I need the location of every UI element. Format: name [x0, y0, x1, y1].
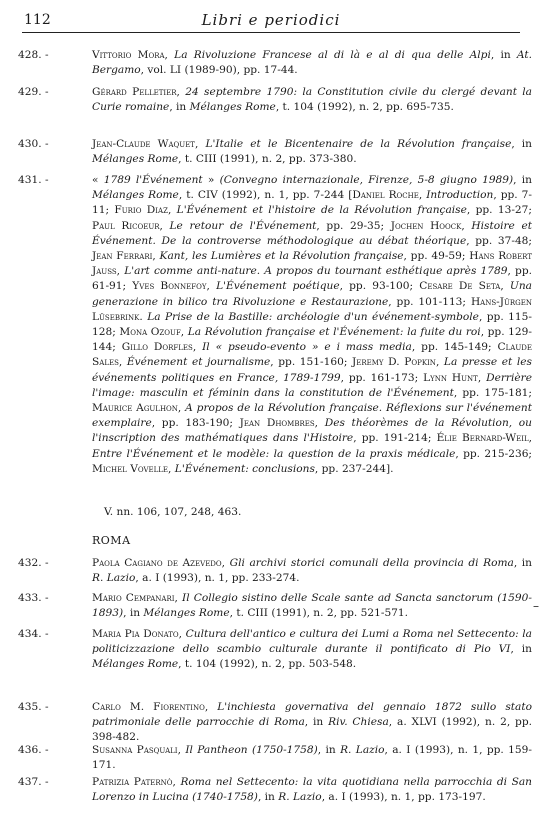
entry-number: 428. -	[18, 49, 49, 61]
entry-text: ,	[172, 776, 181, 788]
italic-title: L'Événement poétique	[216, 280, 340, 293]
author-name: Patrizia Paternò	[92, 776, 173, 788]
italic-title: L'art comme anti-nature. A propos du tournant esthétique après 1789	[124, 265, 508, 278]
entry-number: 432. -	[18, 557, 49, 569]
italic-title: Una generazione in bilico tra Rivoluzione e Restaurazione	[92, 280, 532, 308]
italic-title: Introduction	[426, 189, 494, 202]
italic-title: Il Pantheon (1750-1758)	[185, 744, 318, 756]
italic-title: Mélanges Rome	[92, 189, 179, 202]
entry-text: , pp. 183-190;	[151, 417, 240, 430]
bibliography-entry	[18, 700, 532, 746]
entry-number: 430. -	[18, 138, 49, 150]
italic-title: Mélanges Rome	[92, 153, 179, 166]
entry-text: , in	[304, 716, 329, 729]
author-name: Maria Pia Donato	[92, 628, 179, 640]
author-name: Mona Ozouf	[119, 326, 181, 339]
entry-text: ,	[477, 371, 487, 384]
italic-title: Riv. Chiesa	[328, 716, 389, 729]
entry-text: ,	[180, 326, 188, 339]
italic-title: L'Événement: conclusions	[174, 462, 315, 475]
entry-text: ,	[221, 557, 230, 569]
italic-title: La Rivoluzione Francese al di là e al di qua delle Alpi	[174, 49, 491, 61]
entry-text: ,	[314, 417, 325, 430]
entry-text: , a. I (1993), n. 1, pp. 233-274.	[135, 572, 300, 585]
author-name: Jeremy D. Popkin	[352, 356, 436, 369]
italic-title: La presse et les événements politiques en France, 1789-1799	[92, 356, 532, 384]
entry-text: ,	[500, 280, 510, 293]
entry-text: ,	[176, 86, 186, 98]
entry-number: 429. -	[18, 86, 49, 98]
italic-title: Entre l'Événement et le modèle: la question de la praxis médicale	[92, 447, 456, 460]
entry-text: , t. 104 (1992), n. 2, pp. 695-735.	[275, 101, 454, 114]
running-title: Libri e periodici	[201, 11, 341, 29]
entry-text: ,	[206, 280, 217, 293]
italic-title: (Convegno internazionale, Firenze, 5-8 giugno 1989)	[219, 174, 514, 186]
entry-text: ,	[116, 265, 125, 278]
italic-title: Cultura dell'antico e cultura dei Lumi a Roma nel Settecento: la politicizzazione dello scambio culturale durante il pontificato di Pio VI	[92, 628, 532, 656]
margin-mark: –	[533, 599, 539, 613]
entry-text: , t. CIII (1991), n. 2, pp. 373-380.	[178, 153, 357, 166]
entry-text: ,	[418, 189, 427, 202]
bibliography-entry	[18, 775, 532, 805]
italic-title: Kant, les Lumières et la Révolution française	[159, 250, 404, 263]
italic-title: L'inchiesta governativa del gennaio 1872 sullo stato patrimoniale delle parrocchie di Roma	[92, 701, 532, 729]
entry-text: , in	[317, 744, 341, 756]
italic-title: 1789 l'Événement	[103, 174, 203, 186]
entry-text: .	[139, 310, 148, 323]
bibliography-entry	[18, 591, 532, 621]
page-number: 112	[24, 12, 51, 28]
entry-text: ,	[159, 219, 170, 232]
entry-text: , pp. 115-128;	[92, 310, 532, 339]
author-name: Jean-Claude Waquet	[92, 138, 195, 150]
entry-text: ,	[118, 356, 127, 369]
author-name: Lynn Hunt	[423, 371, 478, 384]
entry-text: , pp. 215-236;	[455, 447, 532, 460]
author-name: Mario Cempanari	[92, 592, 175, 604]
entry-text: ,	[528, 432, 532, 445]
italic-title: Événement et journalisme	[126, 356, 271, 369]
see-also-note: V. nn. 106, 107, 248, 463.	[104, 506, 242, 518]
bibliography-entry	[18, 743, 532, 773]
author-name: Hans Robert Jauss	[92, 250, 532, 278]
bibliography-entry	[18, 173, 532, 477]
italic-title: A propos de la Révolution française. Réflexions sur l'événement exemplaire	[92, 402, 532, 430]
entry-text: , in	[511, 138, 532, 150]
entry-text: ,	[167, 204, 177, 217]
entry-text: ,	[204, 701, 218, 713]
entry-text: ,	[177, 402, 186, 415]
author-name: Jochen Hoock	[390, 219, 462, 232]
entry-number: 437. -	[18, 776, 49, 788]
entry-text: , pp. 29-35;	[316, 219, 391, 232]
author-name: Carlo M. Fiorentino	[92, 701, 205, 713]
author-name: Daniel Roche	[352, 189, 419, 202]
entry-text: , pp. 61-91;	[92, 265, 532, 293]
entry-text: , t. 104 (1992), n. 2, pp. 503-548.	[178, 658, 357, 671]
entry-text: , pp. 49-59;	[403, 250, 470, 263]
entry-number: 436. -	[18, 744, 49, 756]
entry-number: 433. -	[18, 592, 49, 604]
author-name: Gérard Pelletier	[92, 86, 177, 98]
entry-text: , in	[513, 174, 532, 186]
entry-text: ,	[194, 138, 206, 150]
author-name: Cesare De Seta	[419, 280, 501, 293]
entry-text: , vol. LI (1989-90), pp. 17-44.	[140, 64, 298, 77]
author-name: Yves Bonnefoy	[132, 280, 207, 293]
italic-title: Il « pseudo-evento » e i mass media	[202, 341, 412, 354]
author-name: Paul Ricoeur	[92, 219, 160, 232]
entry-text: , t. CIII (1991), n. 2, pp. 521-571.	[229, 607, 409, 620]
author-name: Jean Ferrari	[92, 250, 153, 263]
entry-text: , pp. 145-149;	[411, 341, 498, 354]
entry-text: ,	[168, 462, 175, 475]
entry-number: 431. -	[18, 174, 49, 186]
entry-text: ,	[174, 592, 183, 604]
italic-title: Histoire et Événement. De la controverse méthodologique au débat théorique	[92, 219, 532, 247]
italic-title: R. Lazio	[92, 572, 136, 585]
italic-title: Des théorèmes de la Révolution, ou l'inscription des mathématiques dans l'Histoire	[92, 417, 532, 445]
italic-title: 24 septembre 1790: la Constitution civile du clergé devant la Curie romaine	[92, 86, 532, 114]
entry-text: , a. I (1993), n. 1, pp. 159-171.	[92, 744, 532, 772]
running-header	[22, 10, 520, 33]
entry-text: ,	[461, 219, 472, 232]
author-name: Paola Cagiano de Azevedo	[92, 557, 222, 569]
italic-title: La Prise de la Bastille: archéologie d'un événement-symbole	[147, 310, 479, 323]
entry-text: ,	[435, 356, 444, 369]
author-name: Susanna Pasquali	[92, 744, 178, 756]
entry-text: , in	[123, 607, 144, 620]
italic-title: La Révolution française et l'Événement: la fuite du roi	[187, 326, 481, 339]
entry-text: ,	[177, 744, 186, 756]
entry-text: , in	[169, 101, 190, 114]
bibliography-entry	[18, 48, 532, 78]
author-name: Jean Dhombres	[239, 417, 315, 430]
entry-text: ,	[152, 250, 160, 263]
entry-text: »	[202, 174, 220, 186]
entry-text: , t. CIV (1992), n. 1, pp. 7-244 [	[178, 189, 353, 202]
italic-title: At. Bergamo	[92, 49, 532, 77]
author-name: Élie Bernard-Weil	[436, 432, 529, 445]
entry-text: ,	[164, 49, 175, 61]
entry-text: , pp. 129-144;	[92, 326, 532, 354]
italic-title: Mélanges Rome	[189, 101, 276, 114]
entry-text: , pp. 13-27;	[466, 204, 532, 217]
entry-text: , in	[257, 791, 279, 804]
entry-text: , pp. 161-173;	[340, 371, 424, 384]
bibliography-entry	[18, 85, 532, 115]
entry-text: , in	[513, 557, 533, 569]
entry-text: , pp. 101-113;	[388, 295, 471, 308]
entry-text: , pp. 237-244].	[314, 462, 394, 475]
author-name: Michel Vovelle	[92, 462, 169, 475]
entry-text: , a. XLVI (1992), n. 2, pp. 398-482.	[92, 716, 532, 744]
entry-text: , pp. 191-214;	[353, 432, 437, 445]
italic-title: Derrière l'image: masculin et féminin dans la constitution de l'Événement	[92, 371, 532, 399]
entry-text: , pp. 37-48;	[466, 234, 532, 247]
bibliography-entry	[18, 556, 532, 586]
italic-title: Il Collegio sistino delle Scale sante ad Sancta sanctorum (1590-1893)	[92, 592, 532, 620]
entry-text: , pp. 175-181;	[453, 386, 532, 399]
italic-title: L'Événement et l'histoire de la Révolution française	[176, 204, 467, 217]
entry-number: 435. -	[18, 701, 49, 713]
italic-title: Le retour de l'Événement	[169, 219, 317, 232]
entry-text: , pp. 93-100;	[339, 280, 420, 293]
entry-text: , pp. 151-160;	[270, 356, 353, 369]
italic-title: R. Lazio	[278, 791, 322, 804]
entry-text: «	[92, 174, 104, 186]
italic-title: Roma nel Settecento: la vita quotidiana nella parrocchia di San Lorenzo in Lucina (1740-1758)	[92, 776, 532, 804]
author-name: Claude Sales	[92, 341, 532, 369]
author-name: Hans-Jürgen Lüsebrink	[92, 295, 532, 323]
entry-text: , pp. 7-11;	[92, 189, 532, 217]
author-name: Gillo Dorfles	[121, 341, 193, 354]
italic-title: Mélanges Rome	[92, 658, 179, 671]
author-name: Vittorio Mora	[92, 49, 165, 61]
bibliography-entry	[18, 627, 532, 673]
author-name: Maurice Agulhon	[92, 402, 178, 415]
entry-number: 434. -	[18, 628, 49, 640]
entry-text: , a. I (1993), n. 1, pp. 173-197.	[321, 791, 486, 804]
italic-title: Gli archivi storici comunali della provincia di Roma	[229, 557, 514, 569]
italic-title: L'Italie et le Bicentenaire de la Révolution française	[205, 138, 512, 150]
section-heading: ROMA	[92, 534, 131, 547]
bibliography-entry	[18, 137, 532, 167]
entry-text: ,	[178, 628, 186, 640]
entry-text: , in	[510, 643, 532, 656]
italic-title: R. Lazio	[340, 744, 385, 756]
italic-title: Mélanges Rome	[143, 607, 230, 620]
entry-text: ,	[192, 341, 203, 354]
author-name: Furio Diaz	[114, 204, 168, 217]
entry-text: , in	[490, 49, 517, 61]
